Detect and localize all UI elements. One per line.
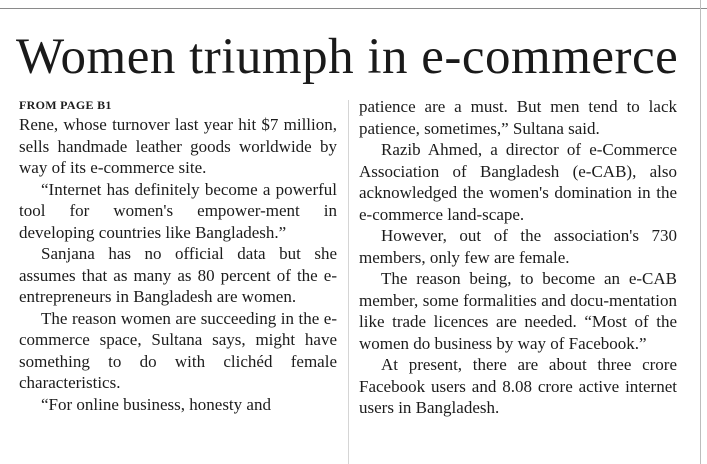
paragraph: patience are a must. But men tend to lack patience, sometimes,” Sultana said.	[359, 97, 677, 138]
jump-line: FROM PAGE B1	[19, 98, 112, 112]
paragraph: Rene, whose turnover last year hit $7 million, sells handmade leather goods worldwide by way of its e-commerce site.	[19, 115, 337, 177]
headline: Women triumph in e-commerce	[16, 29, 679, 85]
right-column	[359, 96, 677, 419]
paragraph: Sanjana has no official data but she assumes that as many as 80 percent of the e-entrepreneurs in Bangladesh are women.	[19, 244, 337, 306]
paragraph: The reason women are succeeding in the e-commerce space, Sultana says, might have something to do with clichéd female characteristics.	[19, 308, 337, 392]
paragraph: “For online business, honesty and	[41, 394, 271, 414]
paragraph: The reason being, to become an e-CAB member, some formalities and docu-mentation like trade licences are needed. “Most of the women do business by way of Facebook.”	[359, 269, 677, 353]
column-divider	[348, 100, 349, 464]
paragraph: At present, there are about three crore Facebook users and 8.08 crore active internet users in Bangladesh.	[359, 355, 677, 417]
left-column	[19, 96, 337, 415]
page-edge	[700, 0, 701, 464]
top-rule	[0, 8, 707, 9]
paragraph: Razib Ahmed, a director of e-Commerce Association of Bangladesh (e-CAB), also acknowledged the women's domination in the e-commerce land-scape.	[359, 140, 677, 224]
paragraph: “Internet has definitely become a powerful tool for women's empower-ment in developing countries like Bangladesh.”	[19, 179, 337, 242]
paragraph: However, out of the association's 730 members, only few are female.	[359, 226, 677, 267]
